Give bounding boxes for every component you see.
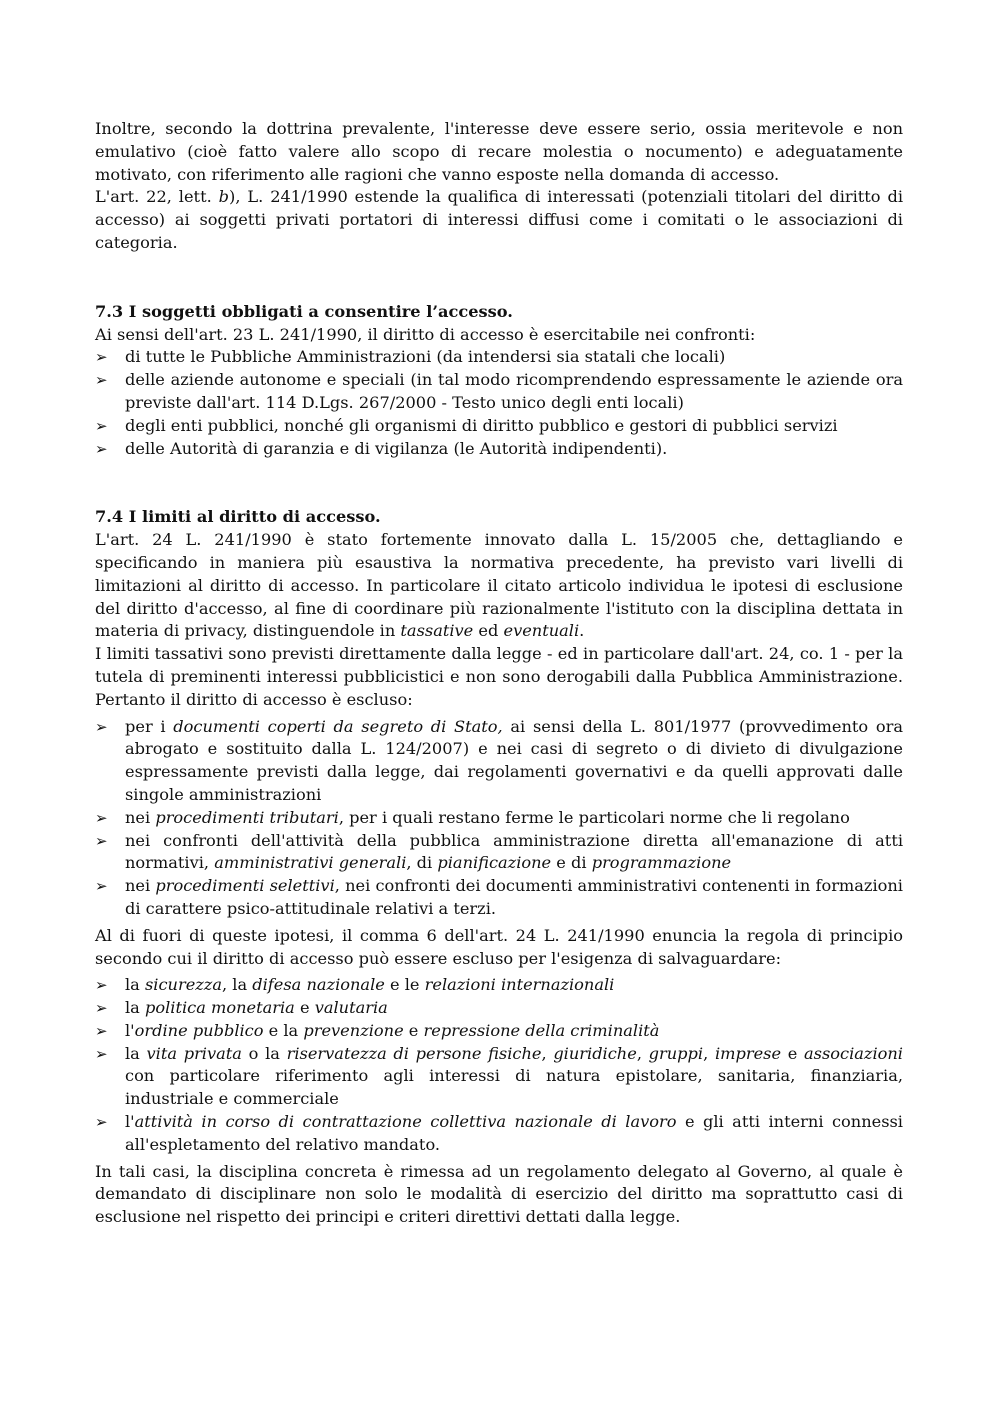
arrow-bullet-icon: ➢ [95, 1113, 108, 1132]
list-item: ➢ la vita privata o la riservatezza di persone fisiche, giuridiche, gruppi, imprese e associazioni con particolare riferimento agli interessi di natura epistolare, sanitaria, finanziaria, industriale e commerciale [95, 1043, 903, 1109]
section-7-4-paragraph-4: In tali casi, la disciplina concreta è rimessa ad un regolamento delegato al Governo, al quale è demandato di disciplinare non solo le modalità di esercizio del diritto ma soprattutto casi di esclusione nel rispetto dei principi e criteri direttivi dettati dalla legge. [95, 1161, 903, 1227]
list-item: ➢ delle Autorità di garanzia e di vigilanza (le Autorità indipendenti). [95, 438, 903, 461]
intro-paragraph-2: L'art. 22, lett. b), L. 241/1990 estende la qualifica di interessati (potenziali titolari del diritto di accesso) ai soggetti privati portatori di interessi diffusi come i comitati o le associazioni di categoria. [95, 187, 903, 252]
arrow-bullet-icon: ➢ [95, 439, 108, 458]
document-page [95, 118, 903, 1229]
section-7-3-intro: Ai sensi dell'art. 23 L. 241/1990, il diritto di accesso è esercitabile nei confronti: [95, 324, 756, 344]
list-item: ➢ l'attività in corso di contrattazione collettiva nazionale di lavoro e gli atti interni connessi all'espletamento del relativo mandato. [95, 1112, 903, 1154]
section-7-4-paragraph-2: I limiti tassativi sono previsti direttamente dalla legge - ed in particolare dall'art. 24, co. 1 - per la tutela di preminenti interessi pubblicistici e non sono derogabili dalla Pubblica Amministrazione. Pertanto il diritto di accesso è escluso: [95, 644, 903, 709]
list-item: ➢ di tutte le Pubbliche Amministrazioni (da intendersi sia statali che locali) [95, 346, 903, 369]
exclusions-list [95, 716, 903, 921]
section-7-3-list [95, 346, 903, 460]
list-item: ➢ delle aziende autonome e speciali (in tal modo ricomprendendo espressamente le aziende ora previste dall'art. 114 D.Lgs. 267/2000 - Testo unico degli enti locali) [95, 370, 903, 412]
arrow-bullet-icon: ➢ [95, 416, 108, 435]
list-item: ➢ nei confronti dell'attività della pubblica amministrazione diretta all'emanazione di atti normativi, amministrativi generali, di pianificazione e di programmazione [95, 830, 903, 873]
intro-paragraph-1: Inoltre, secondo la dottrina prevalente, l'interesse deve essere serio, ossia meritevole e non emulativo (cioè fatto valere allo scopo di recare molestia o nocumento) e adeguatamente motivato, con riferimento alle ragioni che vanno esposte nella domanda di accesso. [95, 119, 903, 184]
arrow-bullet-icon: ➢ [95, 717, 108, 736]
arrow-bullet-icon: ➢ [95, 348, 108, 367]
list-item: ➢ l'ordine pubblico e la prevenzione e repressione della criminalità [95, 1020, 903, 1043]
arrow-bullet-icon: ➢ [95, 831, 108, 850]
arrow-bullet-icon: ➢ [95, 1021, 108, 1040]
section-heading-7-3: 7.3 I soggetti obbligati a consentire l’accesso. [95, 301, 513, 321]
list-item: ➢ nei procedimenti selettivi, nei confronti dei documenti amministrativi contenenti in formazioni di carattere psico-attitudinale relativi a terzi. [95, 876, 903, 918]
list-item: ➢ per i documenti coperti da segreto di Stato, ai sensi della L. 801/1977 (provvedimento ora abrogato e sostituito dalla L. 124/2007) e nei casi di segreto o di divieto di divulgazione espressamente previsti dalla legge, dai regolamenti governativi e da quelli approvati dalle singole amministrazioni [95, 716, 903, 804]
section-7-4-paragraph-3: Al di fuori di queste ipotesi, il comma 6 dell'art. 24 L. 241/1990 enuncia la regola di principio secondo cui il diritto di accesso può essere escluso per l'esigenza di salvaguardare: [95, 925, 903, 968]
arrow-bullet-icon: ➢ [95, 877, 108, 896]
list-item: ➢ la sicurezza, la difesa nazionale e le relazioni internazionali [95, 974, 903, 997]
section-heading-7-4: 7.4 I limiti al diritto di accesso. [95, 507, 381, 527]
section-7-4-paragraph-1: L'art. 24 L. 241/1990 è stato fortemente innovato dalla L. 15/2005 che, dettagliando e specificando in maniera più esaustiva la normativa precedente, ha previsto vari livelli di limitazioni al diritto di accesso. In particolare il citato articolo individua le ipotesi di esclusione del diritto d'accesso, al fine di coordinare più razionalmente l'istituto con la disciplina dettata in materia di privacy, distinguendole in tassative ed eventuali. [95, 530, 903, 641]
arrow-bullet-icon: ➢ [95, 371, 108, 390]
arrow-bullet-icon: ➢ [95, 976, 108, 995]
list-item: ➢ nei procedimenti tributari, per i quali restano ferme le particolari norme che li regolano [95, 807, 903, 830]
list-item: ➢ degli enti pubblici, nonché gli organismi di diritto pubblico e gestori di pubblici servizi [95, 415, 903, 438]
arrow-bullet-icon: ➢ [95, 808, 108, 827]
arrow-bullet-icon: ➢ [95, 999, 108, 1018]
arrow-bullet-icon: ➢ [95, 1044, 108, 1063]
list-item: ➢ la politica monetaria e valutaria [95, 997, 903, 1020]
safeguards-list [95, 974, 903, 1156]
